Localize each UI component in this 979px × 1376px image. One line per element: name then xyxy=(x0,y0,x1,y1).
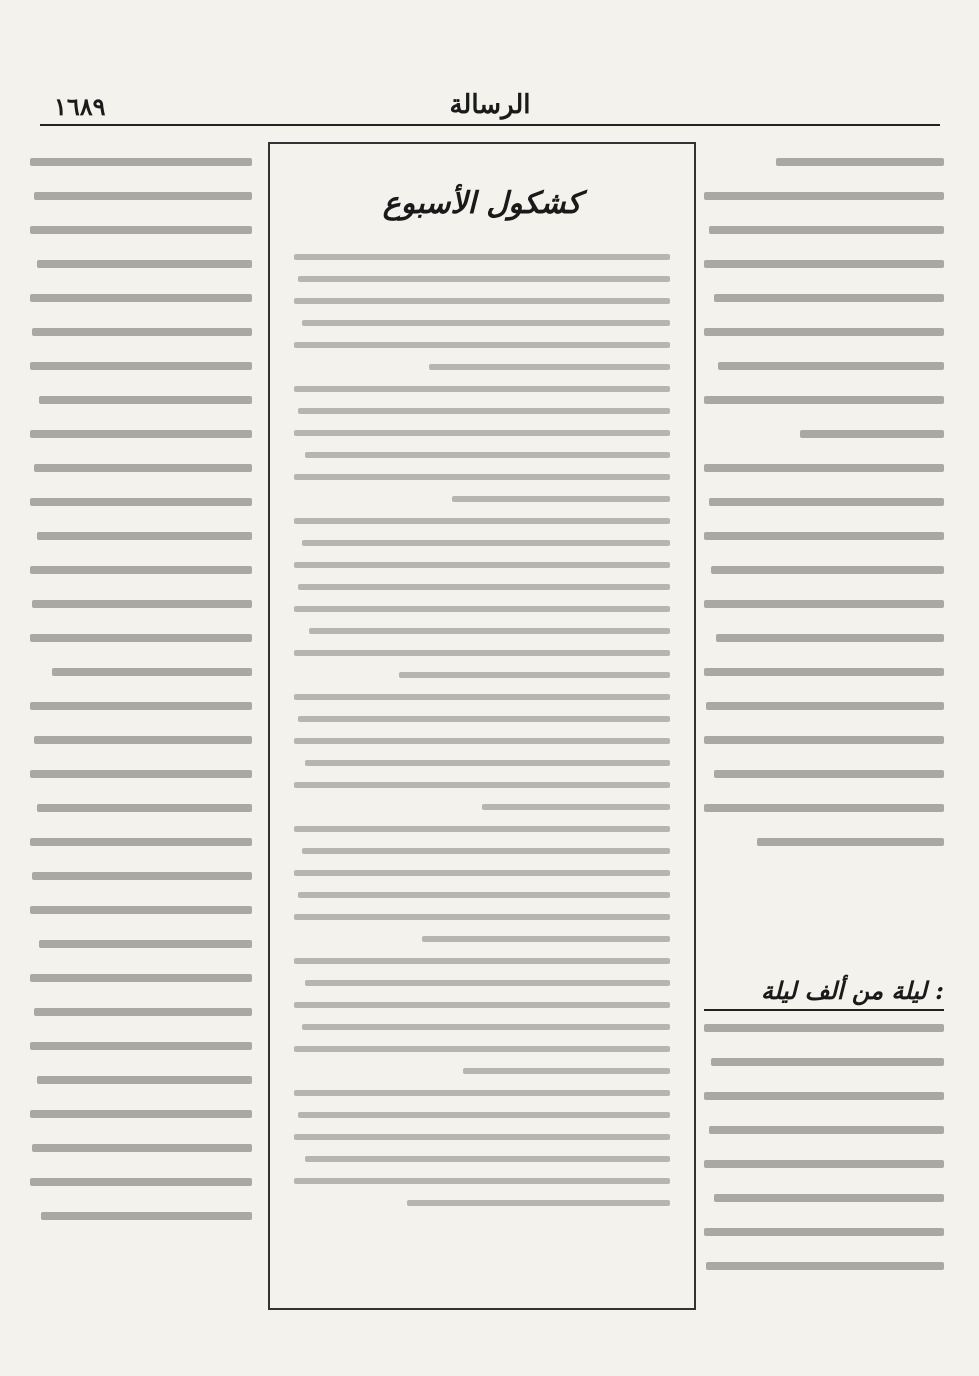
center-box-heading: كشكول الأسبوع xyxy=(382,186,582,221)
page-number: ١٦٨٩ xyxy=(54,92,106,121)
masthead xyxy=(40,88,940,126)
right-column-text-upper xyxy=(704,158,944,872)
left-column xyxy=(30,140,252,1340)
publication-title: الرسالة xyxy=(449,90,531,120)
left-column-text xyxy=(30,158,252,1246)
section-heading: ليلة من ألف ليلة : xyxy=(704,976,944,1011)
right-column xyxy=(704,140,944,1340)
center-box xyxy=(268,142,696,1310)
right-column-text-lower xyxy=(704,1024,944,1296)
center-box-text xyxy=(294,254,670,1222)
